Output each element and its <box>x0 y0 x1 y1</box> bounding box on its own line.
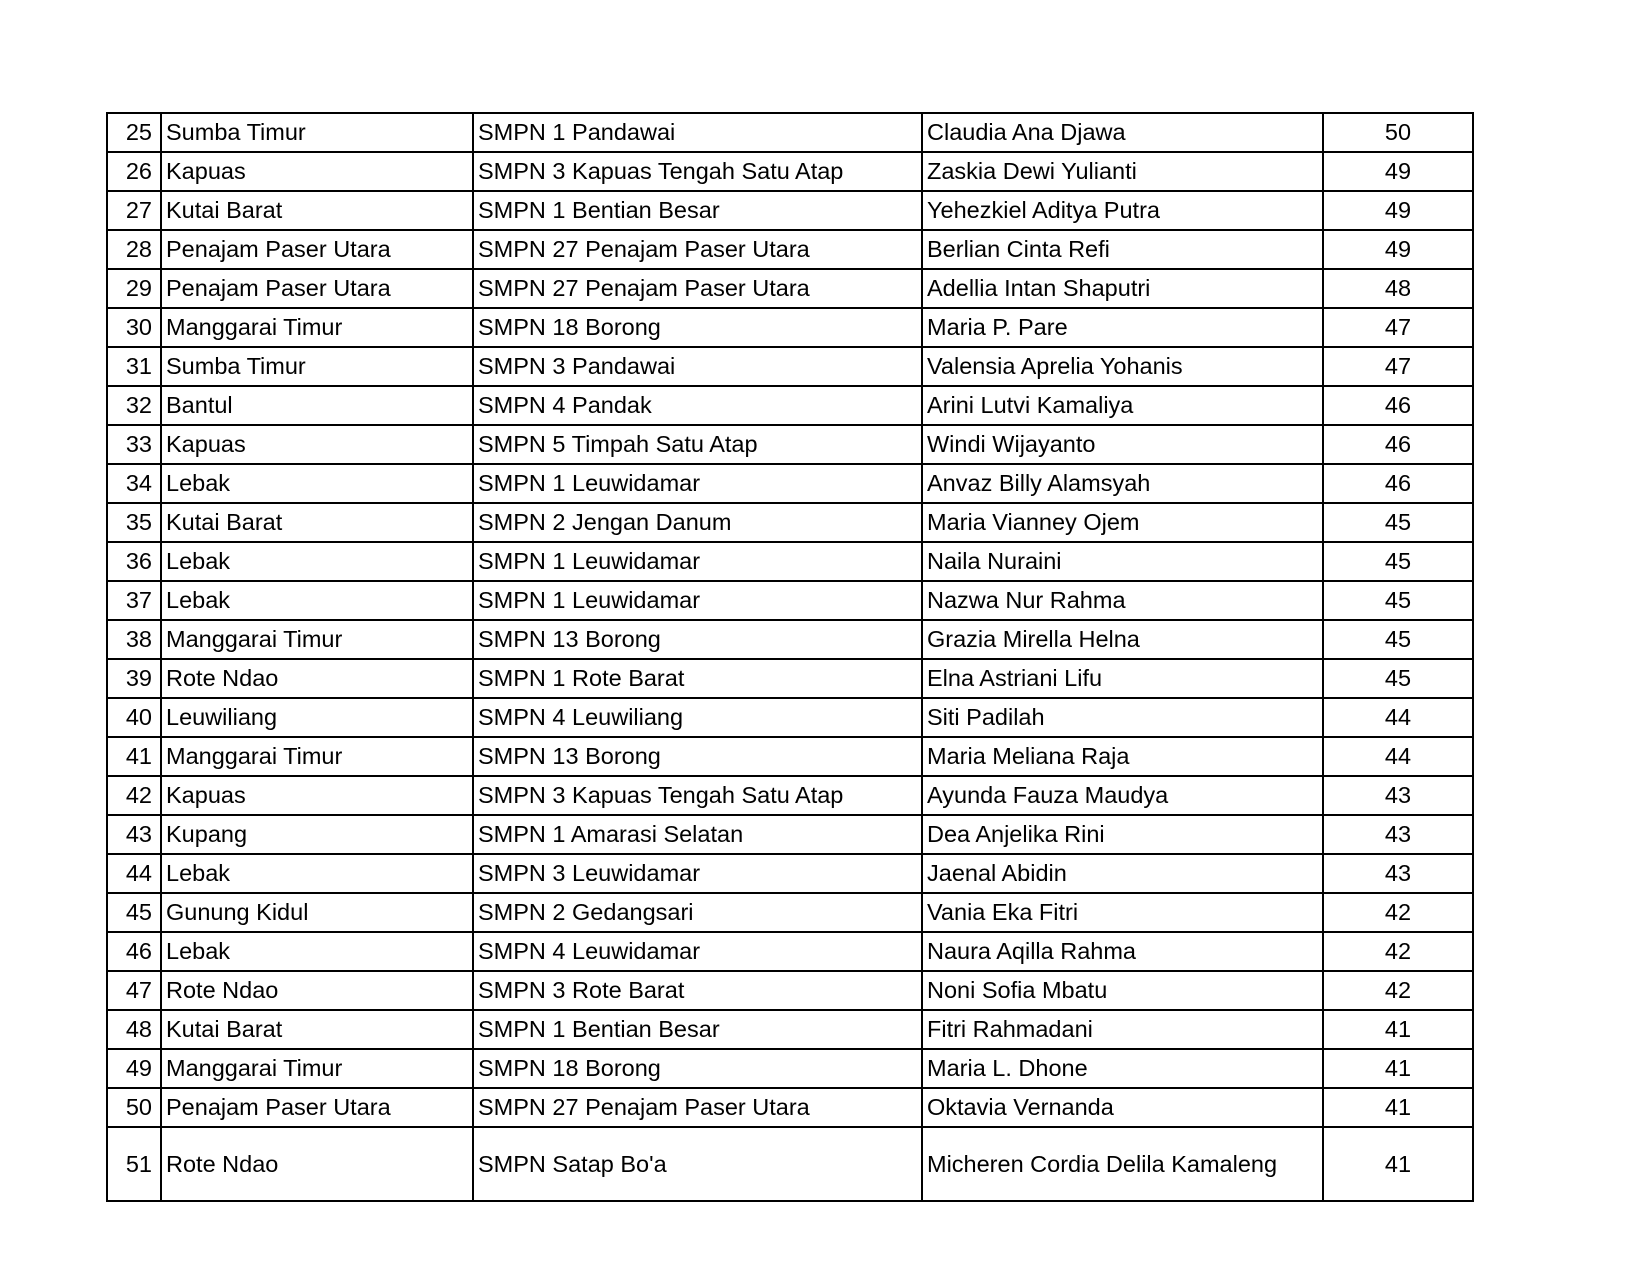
rank-number-cell: 48 <box>107 1010 161 1049</box>
score-cell: 42 <box>1323 893 1473 932</box>
table-row <box>107 503 1473 542</box>
table-row <box>107 542 1473 581</box>
score-cell: 41 <box>1323 1010 1473 1049</box>
table-row <box>107 854 1473 893</box>
rank-number-cell: 28 <box>107 230 161 269</box>
region-cell: Rote Ndao <box>161 971 473 1010</box>
school-cell: SMPN 3 Pandawai <box>473 347 922 386</box>
rank-number-cell: 49 <box>107 1049 161 1088</box>
student-name-cell: Berlian Cinta Refi <box>922 230 1323 269</box>
rank-number-cell: 38 <box>107 620 161 659</box>
region-cell: Kupang <box>161 815 473 854</box>
score-cell: 49 <box>1323 230 1473 269</box>
table-row <box>107 932 1473 971</box>
school-cell: SMPN 13 Borong <box>473 620 922 659</box>
score-cell: 45 <box>1323 620 1473 659</box>
school-cell: SMPN 3 Rote Barat <box>473 971 922 1010</box>
school-cell: SMPN 2 Jengan Danum <box>473 503 922 542</box>
school-cell: SMPN 4 Leuwiliang <box>473 698 922 737</box>
student-name-cell: Adellia Intan Shaputri <box>922 269 1323 308</box>
score-cell: 41 <box>1323 1127 1473 1201</box>
region-cell: Lebak <box>161 932 473 971</box>
region-cell: Gunung Kidul <box>161 893 473 932</box>
score-cell: 49 <box>1323 191 1473 230</box>
rank-number-cell: 51 <box>107 1127 161 1201</box>
region-cell: Kapuas <box>161 152 473 191</box>
region-cell: Kapuas <box>161 425 473 464</box>
rank-number-cell: 33 <box>107 425 161 464</box>
school-cell: SMPN 1 Rote Barat <box>473 659 922 698</box>
score-cell: 42 <box>1323 932 1473 971</box>
rank-number-cell: 35 <box>107 503 161 542</box>
region-cell: Sumba Timur <box>161 347 473 386</box>
score-cell: 49 <box>1323 152 1473 191</box>
score-cell: 43 <box>1323 776 1473 815</box>
rank-number-cell: 29 <box>107 269 161 308</box>
score-cell: 45 <box>1323 659 1473 698</box>
table-row <box>107 347 1473 386</box>
school-cell: SMPN 4 Leuwidamar <box>473 932 922 971</box>
rank-number-cell: 30 <box>107 308 161 347</box>
region-cell: Manggarai Timur <box>161 1049 473 1088</box>
student-name-cell: Valensia Aprelia Yohanis <box>922 347 1323 386</box>
score-cell: 42 <box>1323 971 1473 1010</box>
school-cell: SMPN 27 Penajam Paser Utara <box>473 269 922 308</box>
region-cell: Lebak <box>161 542 473 581</box>
school-cell: SMPN 2 Gedangsari <box>473 893 922 932</box>
region-cell: Lebak <box>161 854 473 893</box>
region-cell: Manggarai Timur <box>161 308 473 347</box>
region-cell: Kutai Barat <box>161 503 473 542</box>
rank-number-cell: 44 <box>107 854 161 893</box>
table-row <box>107 893 1473 932</box>
school-cell: SMPN 18 Borong <box>473 1049 922 1088</box>
school-cell: SMPN 1 Bentian Besar <box>473 1010 922 1049</box>
table-row <box>107 386 1473 425</box>
student-name-cell: Noni Sofia Mbatu <box>922 971 1323 1010</box>
score-cell: 47 <box>1323 308 1473 347</box>
score-cell: 47 <box>1323 347 1473 386</box>
school-cell: SMPN 18 Borong <box>473 308 922 347</box>
school-cell: SMPN 1 Leuwidamar <box>473 542 922 581</box>
region-cell: Penajam Paser Utara <box>161 230 473 269</box>
region-cell: Lebak <box>161 464 473 503</box>
rank-number-cell: 41 <box>107 737 161 776</box>
table-row <box>107 971 1473 1010</box>
school-cell: SMPN Satap Bo'a <box>473 1127 922 1201</box>
region-cell: Kapuas <box>161 776 473 815</box>
school-cell: SMPN 27 Penajam Paser Utara <box>473 1088 922 1127</box>
ranking-table <box>106 112 1474 1202</box>
score-cell: 43 <box>1323 854 1473 893</box>
region-cell: Rote Ndao <box>161 659 473 698</box>
region-cell: Kutai Barat <box>161 1010 473 1049</box>
region-cell: Sumba Timur <box>161 113 473 152</box>
school-cell: SMPN 3 Kapuas Tengah Satu Atap <box>473 152 922 191</box>
table-row <box>107 698 1473 737</box>
student-name-cell: Jaenal Abidin <box>922 854 1323 893</box>
score-cell: 44 <box>1323 737 1473 776</box>
school-cell: SMPN 1 Bentian Besar <box>473 191 922 230</box>
student-name-cell: Maria Meliana Raja <box>922 737 1323 776</box>
student-name-cell: Arini Lutvi Kamaliya <box>922 386 1323 425</box>
score-cell: 41 <box>1323 1088 1473 1127</box>
student-name-cell: Siti Padilah <box>922 698 1323 737</box>
school-cell: SMPN 1 Pandawai <box>473 113 922 152</box>
student-name-cell: Dea Anjelika Rini <box>922 815 1323 854</box>
table-row <box>107 737 1473 776</box>
rank-number-cell: 50 <box>107 1088 161 1127</box>
school-cell: SMPN 3 Leuwidamar <box>473 854 922 893</box>
school-cell: SMPN 3 Kapuas Tengah Satu Atap <box>473 776 922 815</box>
score-cell: 45 <box>1323 581 1473 620</box>
region-cell: Rote Ndao <box>161 1127 473 1201</box>
rank-number-cell: 47 <box>107 971 161 1010</box>
score-cell: 45 <box>1323 503 1473 542</box>
school-cell: SMPN 13 Borong <box>473 737 922 776</box>
ranking-table-body <box>107 113 1473 1201</box>
table-row <box>107 269 1473 308</box>
table-row <box>107 425 1473 464</box>
school-cell: SMPN 4 Pandak <box>473 386 922 425</box>
region-cell: Kutai Barat <box>161 191 473 230</box>
student-name-cell: Maria P. Pare <box>922 308 1323 347</box>
school-cell: SMPN 1 Leuwidamar <box>473 464 922 503</box>
rank-number-cell: 34 <box>107 464 161 503</box>
rank-number-cell: 40 <box>107 698 161 737</box>
region-cell: Penajam Paser Utara <box>161 1088 473 1127</box>
student-name-cell: Elna Astriani Lifu <box>922 659 1323 698</box>
student-name-cell: Micheren Cordia Delila Kamaleng <box>922 1127 1323 1201</box>
rank-number-cell: 26 <box>107 152 161 191</box>
score-cell: 48 <box>1323 269 1473 308</box>
student-name-cell: Vania Eka Fitri <box>922 893 1323 932</box>
region-cell: Manggarai Timur <box>161 737 473 776</box>
school-cell: SMPN 27 Penajam Paser Utara <box>473 230 922 269</box>
rank-number-cell: 46 <box>107 932 161 971</box>
table-row <box>107 581 1473 620</box>
table-row <box>107 113 1473 152</box>
rank-number-cell: 45 <box>107 893 161 932</box>
table-row <box>107 230 1473 269</box>
rank-number-cell: 27 <box>107 191 161 230</box>
table-row <box>107 620 1473 659</box>
table-row <box>107 1127 1473 1201</box>
score-cell: 46 <box>1323 386 1473 425</box>
student-name-cell: Maria L. Dhone <box>922 1049 1323 1088</box>
rank-number-cell: 42 <box>107 776 161 815</box>
region-cell: Leuwiliang <box>161 698 473 737</box>
score-cell: 43 <box>1323 815 1473 854</box>
table-row <box>107 1049 1473 1088</box>
student-name-cell: Nazwa Nur Rahma <box>922 581 1323 620</box>
student-name-cell: Fitri Rahmadani <box>922 1010 1323 1049</box>
student-name-cell: Anvaz Billy Alamsyah <box>922 464 1323 503</box>
score-cell: 50 <box>1323 113 1473 152</box>
table-row <box>107 464 1473 503</box>
score-cell: 45 <box>1323 542 1473 581</box>
region-cell: Manggarai Timur <box>161 620 473 659</box>
score-cell: 46 <box>1323 464 1473 503</box>
school-cell: SMPN 5 Timpah Satu Atap <box>473 425 922 464</box>
region-cell: Penajam Paser Utara <box>161 269 473 308</box>
score-cell: 41 <box>1323 1049 1473 1088</box>
region-cell: Bantul <box>161 386 473 425</box>
table-row <box>107 308 1473 347</box>
rank-number-cell: 43 <box>107 815 161 854</box>
score-cell: 46 <box>1323 425 1473 464</box>
rank-number-cell: 25 <box>107 113 161 152</box>
school-cell: SMPN 1 Leuwidamar <box>473 581 922 620</box>
table-row <box>107 1088 1473 1127</box>
rank-number-cell: 32 <box>107 386 161 425</box>
rank-number-cell: 36 <box>107 542 161 581</box>
student-name-cell: Grazia Mirella Helna <box>922 620 1323 659</box>
table-row <box>107 776 1473 815</box>
rank-number-cell: 39 <box>107 659 161 698</box>
rank-number-cell: 31 <box>107 347 161 386</box>
student-name-cell: Windi Wijayanto <box>922 425 1323 464</box>
student-name-cell: Naila Nuraini <box>922 542 1323 581</box>
table-row <box>107 815 1473 854</box>
table-row <box>107 659 1473 698</box>
student-name-cell: Yehezkiel Aditya Putra <box>922 191 1323 230</box>
student-name-cell: Ayunda Fauza Maudya <box>922 776 1323 815</box>
school-cell: SMPN 1 Amarasi Selatan <box>473 815 922 854</box>
score-cell: 44 <box>1323 698 1473 737</box>
student-name-cell: Zaskia Dewi Yulianti <box>922 152 1323 191</box>
student-name-cell: Maria Vianney Ojem <box>922 503 1323 542</box>
rank-number-cell: 37 <box>107 581 161 620</box>
region-cell: Lebak <box>161 581 473 620</box>
student-name-cell: Naura Aqilla Rahma <box>922 932 1323 971</box>
table-row <box>107 191 1473 230</box>
student-name-cell: Claudia Ana Djawa <box>922 113 1323 152</box>
student-name-cell: Oktavia Vernanda <box>922 1088 1323 1127</box>
table-row <box>107 152 1473 191</box>
table-row <box>107 1010 1473 1049</box>
